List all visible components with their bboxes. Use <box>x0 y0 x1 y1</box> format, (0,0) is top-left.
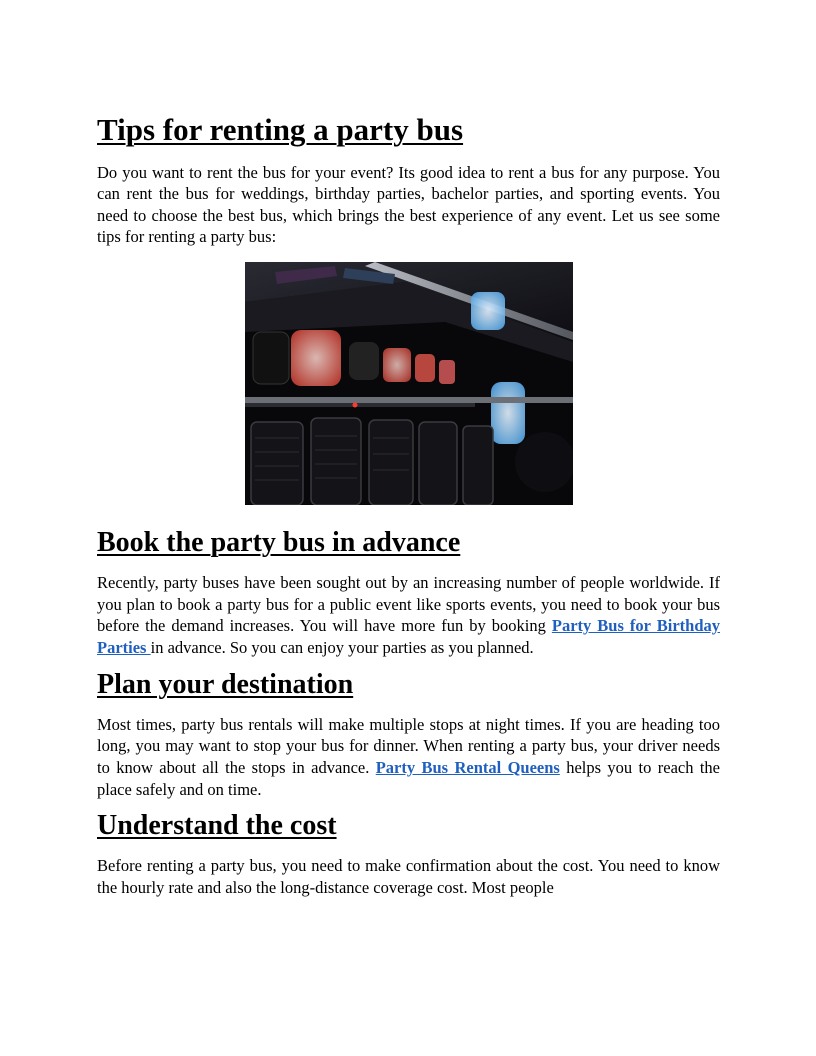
link-party-bus-birthday-parties[interactable]: Party Bus for Birthday Parties <box>97 616 720 657</box>
link-party-bus-rental-queens[interactable]: Party Bus Rental Queens <box>375 757 560 777</box>
intro-paragraph: Do you want to rent the bus for your event? Its good idea to rent a bus for any purpose. You can rent the bus for weddings, birthday parties, bachelor parties, and sporting events. You need to choose the best bus, which brings the best experience of any event. Let us see some tips for renting a party bus: <box>97 162 720 247</box>
document-page <box>97 112 720 899</box>
party-bus-interior-photo <box>245 262 573 505</box>
section-paragraph-cost: Before renting a party bus, you need to make confirmation about the cost. You need to know the hourly rate and also the long-distance coverage cost. Most people <box>97 856 720 897</box>
section-heading-plan: Plan your destination <box>97 668 354 700</box>
photo-container <box>97 262 720 505</box>
paragraph-text: helps you to reach the place safely and on time. <box>97 757 720 799</box>
paragraph-text: Recently, party buses have been sought out by an increasing number of people worldwide. If you plan to book a party bus for a public event like sports events, you need to book your bus before the demand increases. You will have more fun by booking <box>97 573 720 636</box>
section-paragraph-plan <box>97 714 720 800</box>
section-heading-book: Book the party bus in advance <box>97 527 461 559</box>
article-title: Tips for renting a party bus <box>97 112 464 147</box>
section-heading-cost: Understand the cost <box>97 810 337 842</box>
section-paragraph-book <box>97 572 720 658</box>
paragraph-text: Most times, party bus rentals will make multiple stops at night times. If you are heading too long, you may want to stop your bus for dinner. When renting a party bus, your driver needs to know about all the stops in advance. <box>97 714 720 777</box>
paragraph-text: in advance. So you can enjoy your parties as you planned. <box>150 637 534 657</box>
